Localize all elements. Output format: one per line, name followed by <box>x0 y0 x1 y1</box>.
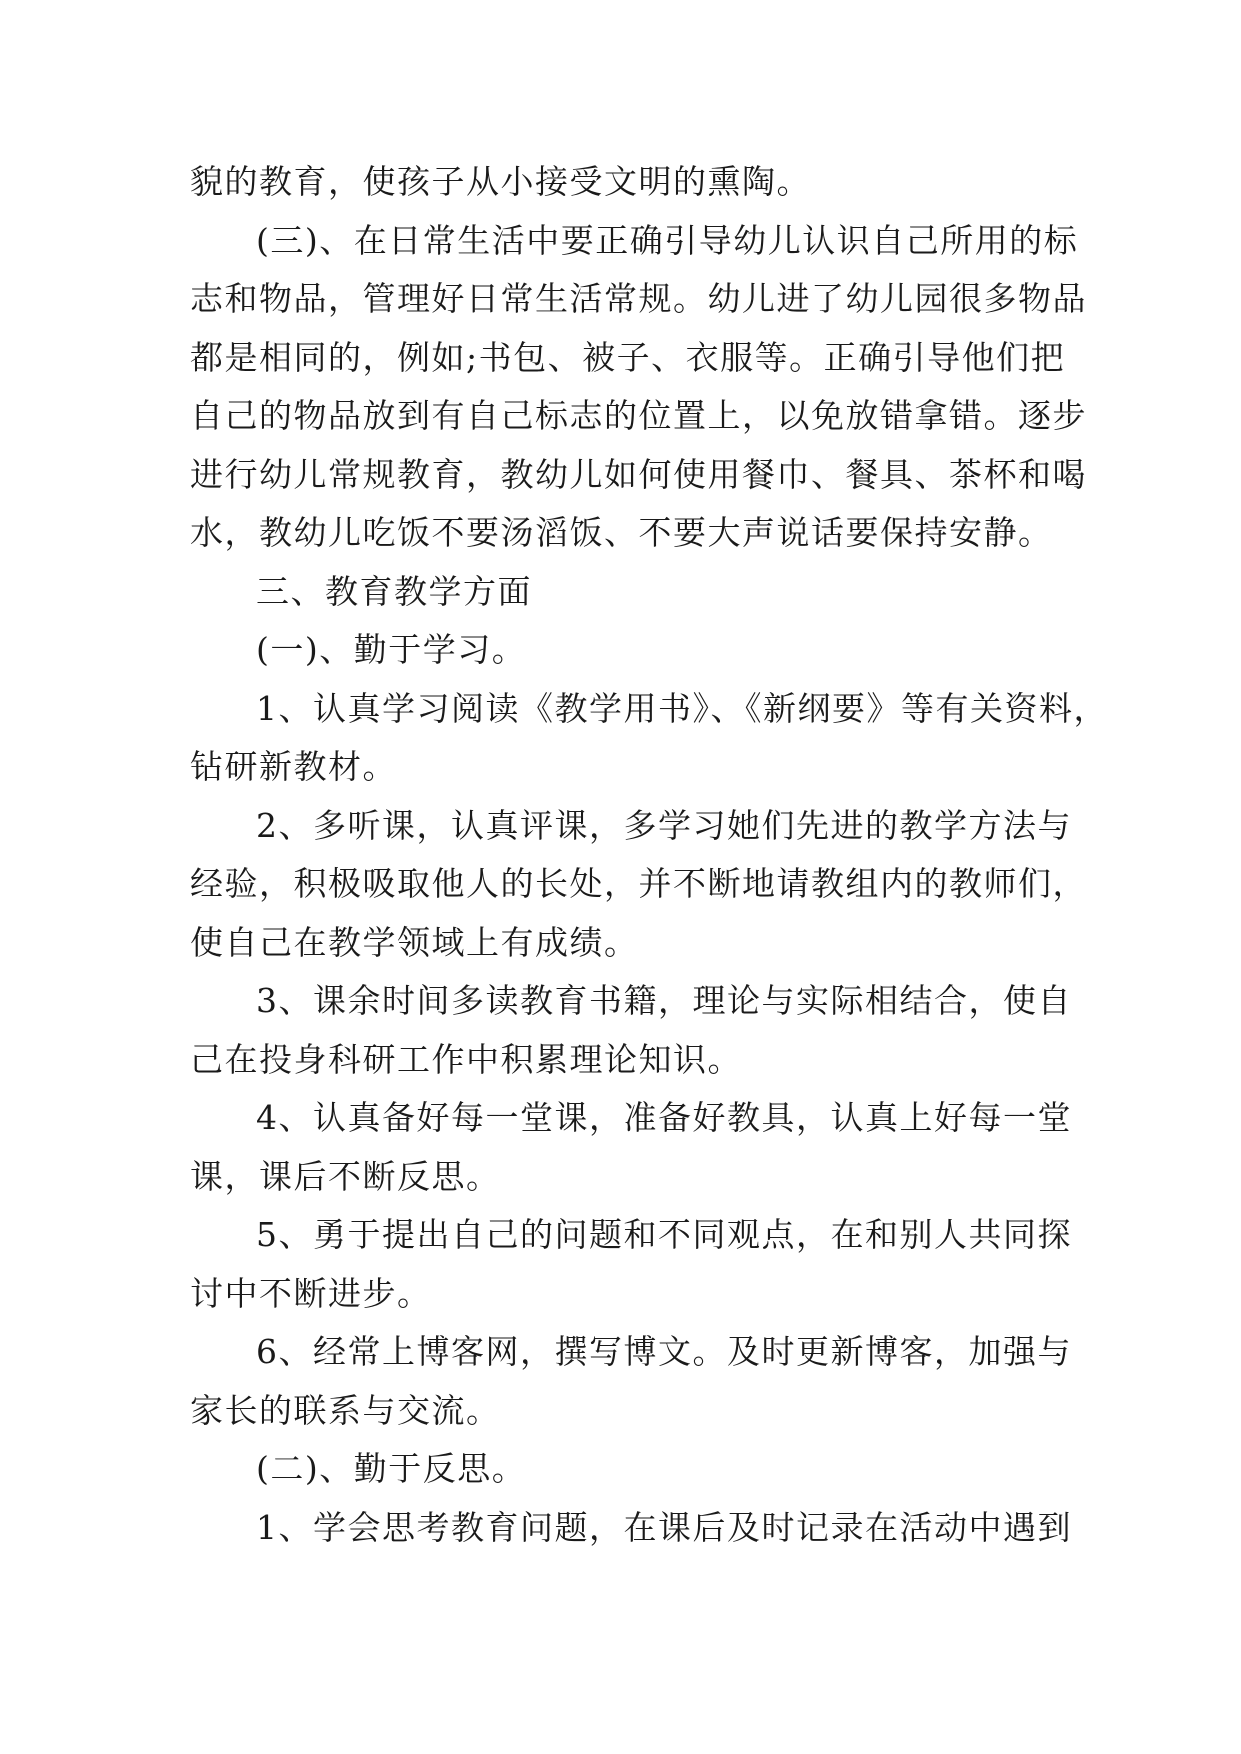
text-line: 2、多听课，认真评课，多学习她们先进的教学方法与 <box>256 805 1072 845</box>
text-line: (三)、在日常生活中要正确引导幼儿认识自己所用的标 <box>256 220 1079 260</box>
document-body <box>190 153 1108 1557</box>
text-line: 1、学会思考教育问题，在课后及时记录在活动中遇到 <box>256 1507 1072 1547</box>
text-line: 使自己在教学领域上有成绩。 <box>190 922 639 962</box>
text-line: 进行幼儿常规教育，教幼儿如何使用餐巾、餐具、茶杯和喝 <box>190 454 1087 494</box>
text-line: 三、教育教学方面 <box>256 571 532 611</box>
text-line: 貌的教育，使孩子从小接受文明的熏陶。 <box>190 162 811 201</box>
text-line: 4、认真备好每一堂课，准备好教具，认真上好每一堂 <box>256 1098 1072 1137</box>
text-line: 己在投身科研工作中积累理论知识。 <box>190 1039 742 1079</box>
text-line: 志和物品，管理好日常生活常规。幼儿进了幼儿园很多物品 <box>190 279 1087 318</box>
text-line: 3、课余时间多读教育书籍，理论与实际相结合，使自 <box>256 981 1072 1020</box>
text-line: 课，课后不断反思。 <box>190 1156 501 1196</box>
text-line: 1、认真学习阅读《教学用书》、《新纲要》等有关资料， <box>256 688 1108 728</box>
text-line: 讨中不断进步。 <box>190 1273 432 1313</box>
text-line: 经验，积极吸取他人的长处，并不断地请教组内的教师们， <box>190 864 1087 903</box>
text-line: 自己的物品放到有自己标志的位置上，以免放错拿错。逐步 <box>190 396 1087 435</box>
text-line: (一)、勤于学习。 <box>256 630 527 669</box>
text-line: 水，教幼儿吃饭不要汤滔饭、不要大声说话要保持安静。 <box>190 513 1053 552</box>
text-line: 5、勇于提出自己的问题和不同观点，在和别人共同探 <box>256 1215 1072 1254</box>
text-line: 钻研新教材。 <box>190 747 397 786</box>
text-line: 都是相同的，例如;书包、被子、衣服等。正确引导他们把 <box>190 337 1066 377</box>
text-line: 6、经常上博客网，撰写博文。及时更新博客，加强与 <box>256 1332 1072 1371</box>
text-line: (二)、勤于反思。 <box>256 1449 527 1488</box>
text-line: 家长的联系与交流。 <box>190 1390 501 1430</box>
